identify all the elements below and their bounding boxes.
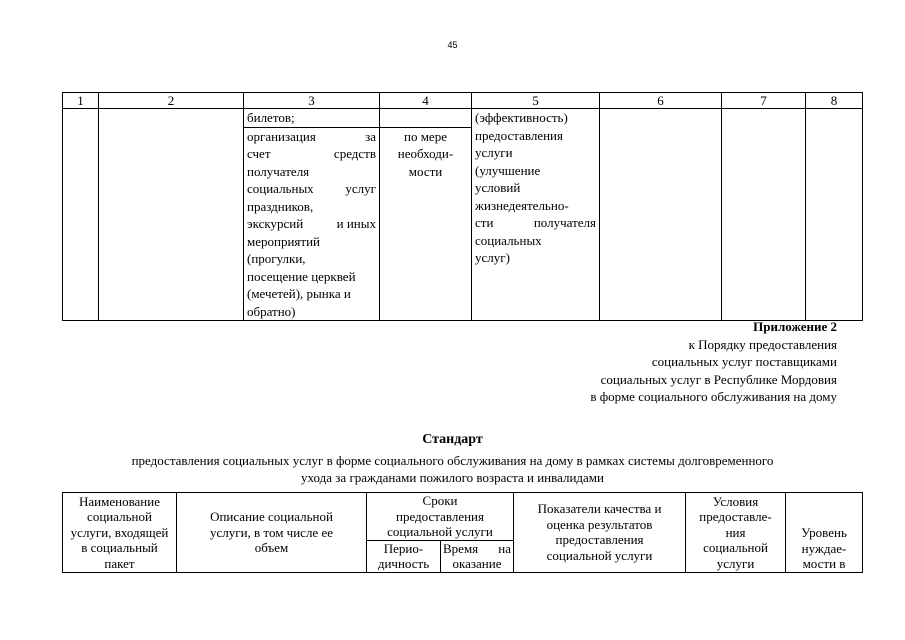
header-cell: [441, 540, 514, 572]
cell-text: и иных: [336, 216, 376, 231]
header-cell: [367, 540, 441, 572]
table-cell: [380, 127, 472, 321]
header-text: объем: [254, 540, 289, 555]
header-text: Уровень: [801, 525, 847, 540]
subtitle-line: предоставления социальных услуг в форме социального обслуживания на дому в рамках системы долговременного: [131, 453, 774, 468]
header-text: Описание социальной: [210, 509, 333, 524]
header-text: предоставления: [396, 508, 484, 524]
col-number: 1: [63, 93, 99, 109]
header-text: пакет: [104, 555, 135, 571]
cell-text: (улучшение: [475, 162, 541, 178]
header-cell: [514, 493, 686, 573]
cell-text: социальных: [247, 181, 314, 196]
table-cell: [244, 109, 380, 128]
table-cell: [472, 109, 600, 321]
cell-text: счет: [247, 146, 271, 161]
table-cell: [244, 127, 380, 321]
cell-text: (эффективность): [475, 110, 568, 125]
cell-text: услуг: [345, 181, 376, 196]
col-number: 7: [722, 93, 806, 109]
cell-text: необходи-: [397, 146, 454, 161]
table-cell: [722, 109, 806, 321]
cell-text: мероприятий: [247, 233, 320, 249]
annex-line: социальных услуг поставщиками: [651, 354, 837, 369]
continuation-table: [62, 92, 863, 321]
page-number: 45: [447, 40, 458, 50]
cell-text: средств: [333, 146, 376, 161]
header-text: Время: [443, 540, 479, 556]
header-row: [63, 493, 863, 541]
cell-text: организация: [247, 128, 316, 144]
table-cell: [63, 109, 99, 321]
header-text: Наименование: [79, 493, 160, 509]
column-number-row: [63, 93, 863, 109]
cell-text: социальных: [475, 232, 542, 248]
cell-text: (мечетей), рынка и: [247, 286, 351, 301]
header-text: услуги: [716, 555, 755, 571]
cell-text: (прогулки,: [247, 251, 306, 266]
cell-text: за: [365, 128, 376, 144]
table-cell: [600, 109, 722, 321]
col-number: 2: [99, 93, 244, 109]
header-text: предоставления: [555, 532, 644, 548]
header-text: нуждае-: [801, 540, 847, 556]
header-text: Сроки: [422, 493, 458, 508]
col-number: 5: [472, 93, 600, 109]
header-text: социальной услуги: [387, 524, 493, 539]
cell-text: мости: [408, 163, 443, 179]
header-text: социальной услуги: [546, 547, 653, 563]
table-row: [63, 109, 863, 128]
col-number: 6: [600, 93, 722, 109]
cell-text: услуги: [475, 145, 513, 160]
standard-subtitle: [0, 452, 905, 486]
header-cell: [177, 493, 367, 573]
table-cell: [99, 109, 244, 321]
cell-text: услуг): [475, 250, 510, 265]
cell-text: билетов;: [247, 110, 295, 125]
cell-text: предоставления: [475, 127, 563, 143]
header-text: оказание: [452, 556, 502, 571]
cell-text: получателя: [533, 215, 596, 230]
cell-text: сти: [475, 215, 494, 230]
header-cell: [786, 493, 863, 573]
cell-text: условий: [475, 180, 521, 195]
header-text: ния: [725, 524, 746, 540]
header-text: услуги, входящей: [70, 524, 169, 540]
header-text: дичность: [377, 556, 430, 571]
header-text: Показатели качества и: [537, 501, 662, 517]
annex-block: [590, 318, 837, 406]
cell-text: праздников,: [247, 198, 314, 214]
col-number: 4: [380, 93, 472, 109]
header-text: социальной: [87, 509, 152, 524]
header-cell: [686, 493, 786, 573]
annex-title: Приложение 2: [753, 319, 837, 334]
header-text: мости в: [802, 556, 846, 571]
cell-text: обратно): [247, 303, 296, 319]
header-cell: [367, 493, 514, 541]
header-text: в социальный: [81, 540, 158, 555]
header-text: предоставле-: [699, 509, 772, 524]
annex-line: к Порядку предоставления: [688, 336, 837, 352]
standard-title: Стандарт: [422, 432, 483, 447]
annex-line: в форме социального обслуживания на дому: [590, 389, 837, 404]
table-cell: [806, 109, 863, 321]
cell-text: жизнедеятельно-: [475, 197, 569, 213]
cell-text: экскурсий: [247, 216, 304, 231]
cell-text: по мере: [404, 128, 447, 144]
header-text: Перио-: [383, 540, 424, 556]
table-cell: [380, 109, 472, 128]
cell-text: посещение церквей: [247, 268, 356, 284]
header-text: социальной: [703, 540, 768, 555]
annex-line: социальных услуг в Республике Мордовия: [600, 371, 837, 387]
subtitle-line: ухода за гражданами пожилого возраста и инвалидами: [301, 470, 604, 485]
standard-table: [62, 492, 863, 573]
header-text: услуги, в том числе ее: [210, 524, 333, 540]
header-cell: [63, 493, 177, 573]
col-number: 8: [806, 93, 863, 109]
header-text: Условия: [712, 493, 759, 509]
header-text: на: [498, 540, 512, 556]
col-number: 3: [244, 93, 380, 109]
cell-text: получателя: [247, 163, 310, 179]
header-text: оценка результатов: [546, 516, 653, 532]
